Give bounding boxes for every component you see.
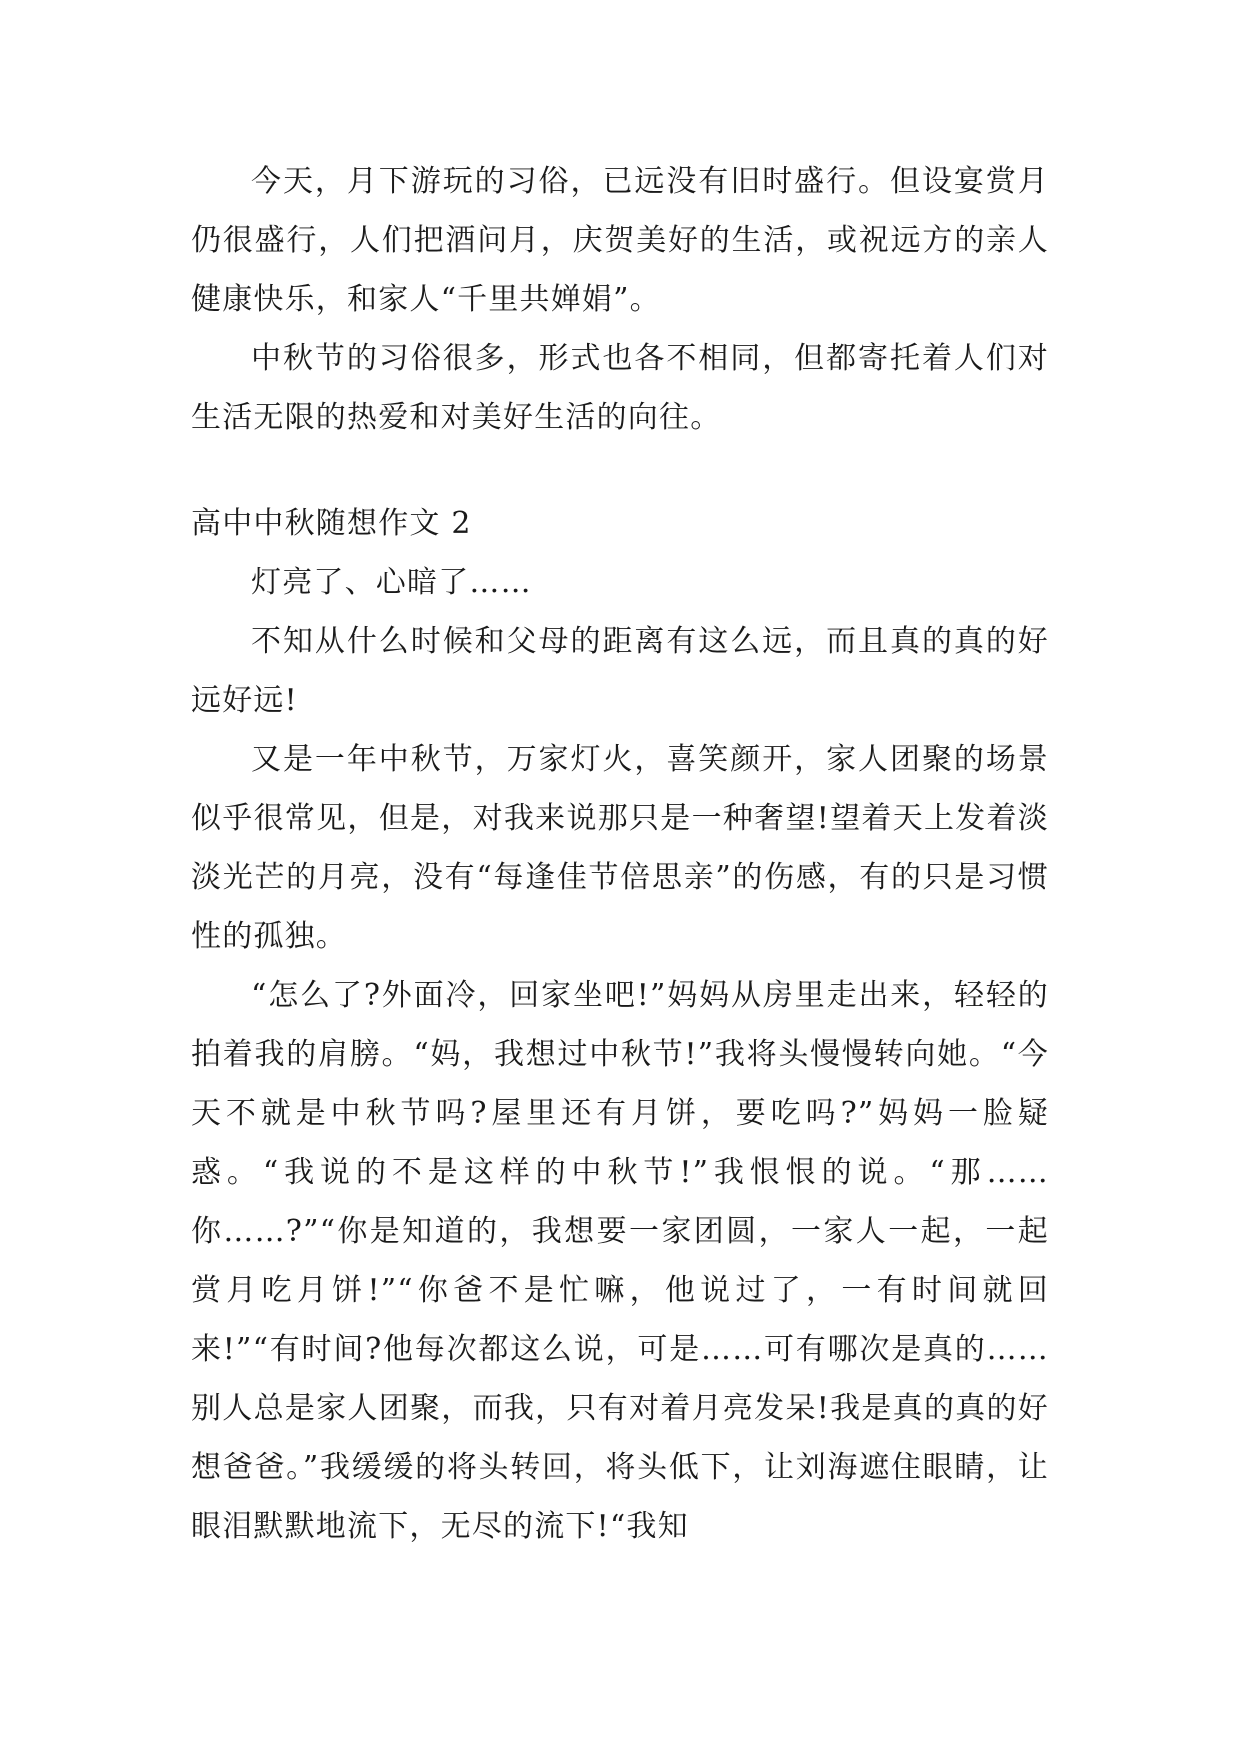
paragraph: 中秋节的习俗很多，形式也各不相同，但都寄托着人们对生活无限的热爱和对美好生活的向往。 [191, 341, 1049, 435]
paragraph: 灯亮了、心暗了…… [251, 565, 532, 600]
paragraph: 不知从什么时候和父母的距离有这么远，而且真的真的好远好远! [191, 624, 1049, 718]
essay-title: 高中中秋随想作文 2 [191, 506, 472, 541]
paragraph: 今天，月下游玩的习俗，已远没有旧时盛行。但设宴赏月仍很盛行，人们把酒问月，庆贺美好的生活，或祝远方的亲人健康快乐，和家人“千里共婵娟”。 [191, 164, 1049, 317]
paragraph: 又是一年中秋节，万家灯火，喜笑颜开，家人团聚的场景似乎很常见，但是，对我来说那只是一种奢望!望着天上发着淡淡光芒的月亮，没有“每逢佳节倍思亲”的伤感，有的只是习惯性的孤独。 [191, 742, 1049, 954]
document-page [191, 152, 1049, 1556]
paragraph: “怎么了?外面冷，回家坐吧!”妈妈从房里走出来，轻轻的拍着我的肩膀。“妈，我想过中秋节!”我将头慢慢转向她。“今天不就是中秋节吗?屋里还有月饼，要吃吗?”妈妈一脸疑惑。“我说的不是这样的中秋节!”我恨恨的说。“那……你……?”“你是知道的，我想要一家团圆，一家人一起，一起赏月吃月饼!”“你爸不是忙嘛，他说过了，一有时间就回来!”“有时间?他每次都这么说，可是……可有哪次是真的……别人总是家人团聚，而我，只有对着月亮发呆!我是真的真的好想爸爸。”我缓缓的将头转回，将头低下，让刘海遮住眼睛，让眼泪默默地流下，无尽的流下!“我知 [191, 978, 1049, 1544]
